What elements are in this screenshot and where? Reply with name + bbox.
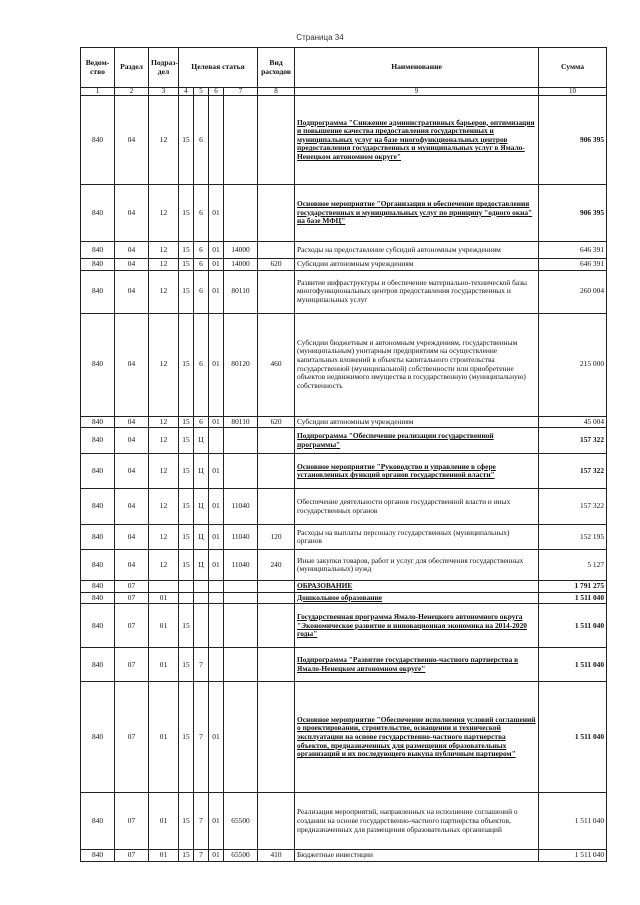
target-direction-cell: 80110 [224, 416, 258, 428]
item-name-cell: ОБРАЗОВАНИЕ [295, 581, 539, 593]
amount-cell: 646 391 [539, 259, 607, 271]
amount-cell: 1 511 040 [539, 850, 607, 862]
item-name-cell: Подпрограмма "Обеспечение реализации государственной программы" [295, 428, 539, 454]
item-name-cell: Субсидии бюджетным и автономным учреждениям, государственным (муниципальным) унитарным предприятиям на осуществление капитальных вложений в объекты капитального строительства государственной (муниципальной) собственности или приобретение объектов недвижимого имущества в государственную (муниципальную) собственность [295, 313, 539, 416]
column-number: 3 [149, 88, 179, 96]
target-subprogram-cell: 7 [194, 793, 209, 850]
target-subprogram-cell: Ц [194, 525, 209, 550]
target-event-cell: 01 [209, 313, 224, 416]
ved-cell: 840 [81, 96, 115, 185]
ved-cell: 840 [81, 604, 115, 648]
amount-cell: 1 511 040 [539, 592, 607, 604]
ved-cell: 840 [81, 550, 115, 581]
item-name-cell: Обеспечение деятельности органов государственной власти и иных государственных органов [295, 489, 539, 525]
column-number: 10 [539, 88, 607, 96]
table-row [81, 259, 607, 271]
item-name-cell: Основное мероприятие "Руководство и управление в сфере установленных функций органов государственной власти" [295, 454, 539, 489]
razdel-cell: 07 [115, 850, 149, 862]
podrazdel-cell: 01 [149, 793, 179, 850]
target-direction-cell [224, 648, 258, 682]
razdel-cell: 04 [115, 185, 149, 242]
expense-type-cell: 620 [258, 416, 295, 428]
razdel-cell: 04 [115, 550, 149, 581]
table-body [81, 96, 607, 862]
column-number: 1 [81, 88, 115, 96]
expense-type-cell [258, 604, 295, 648]
item-name-cell: Реализация мероприятий, направленных на исполнение соглашений о создании на основе государственно-частного партнерства объектов, предназначенных для размещения образовательных организаций [295, 793, 539, 850]
amount-cell: 152 195 [539, 525, 607, 550]
amount-cell: 157 322 [539, 454, 607, 489]
item-name-cell: Субсидии автономным учреждениям [295, 259, 539, 271]
column-number-row [81, 88, 607, 96]
podrazdel-cell: 12 [149, 550, 179, 581]
target-direction-cell: 11040 [224, 550, 258, 581]
table-row [81, 581, 607, 593]
podrazdel-cell: 12 [149, 525, 179, 550]
column-number: 7 [224, 88, 258, 96]
podrazdel-cell: 01 [149, 592, 179, 604]
amount-cell: 1 511 040 [539, 604, 607, 648]
razdel-cell: 04 [115, 242, 149, 259]
table-row [81, 96, 607, 185]
target-event-cell: 01 [209, 185, 224, 242]
header-name: Наименование [295, 48, 539, 88]
target-event-cell [209, 96, 224, 185]
table-row [81, 489, 607, 525]
target-program-cell: 15 [179, 550, 194, 581]
item-name-cell: Расходы на предоставление субсидий автономным учреждениям [295, 242, 539, 259]
razdel-cell: 04 [115, 313, 149, 416]
expense-type-cell: 620 [258, 259, 295, 271]
expense-type-cell: 120 [258, 525, 295, 550]
razdel-cell: 04 [115, 454, 149, 489]
ved-cell: 840 [81, 185, 115, 242]
razdel-cell: 04 [115, 270, 149, 313]
podrazdel-cell [149, 581, 179, 593]
expense-type-cell [258, 682, 295, 793]
razdel-cell: 04 [115, 416, 149, 428]
amount-cell: 157 322 [539, 428, 607, 454]
target-event-cell [209, 581, 224, 593]
target-program-cell: 15 [179, 96, 194, 185]
target-direction-cell: 65500 [224, 850, 258, 862]
column-number: 6 [209, 88, 224, 96]
target-program-cell: 15 [179, 648, 194, 682]
column-number: 2 [115, 88, 149, 96]
amount-cell: 260 004 [539, 270, 607, 313]
ved-cell: 840 [81, 682, 115, 793]
table-row [81, 604, 607, 648]
target-event-cell: 01 [209, 793, 224, 850]
table-row [81, 682, 607, 793]
podrazdel-cell: 01 [149, 682, 179, 793]
target-direction-cell [224, 185, 258, 242]
razdel-cell: 04 [115, 428, 149, 454]
item-name-cell: Государственная программа Ямало-Ненецкого автономного округа "Экономическое развитие и инновационная экономика на 2014-2020 годы" [295, 604, 539, 648]
item-name-cell: Основное мероприятие "Обеспечение исполнения условий соглашений о проектировании, строительстве, оснащении и технической эксплуатации на основе государственно-частного партнерства объектов, предназначенных для размещения образовательных организаций и их последующего выкупа публичным партнером" [295, 682, 539, 793]
item-name-cell: Дошкольное образование [295, 592, 539, 604]
amount-cell: 215 000 [539, 313, 607, 416]
target-subprogram-cell [194, 581, 209, 593]
amount-cell: 646 391 [539, 242, 607, 259]
target-event-cell [209, 648, 224, 682]
ved-cell: 840 [81, 581, 115, 593]
amount-cell: 906 395 [539, 96, 607, 185]
amount-cell: 5 127 [539, 550, 607, 581]
target-subprogram-cell: Ц [194, 454, 209, 489]
table-row [81, 793, 607, 850]
target-direction-cell: 14000 [224, 259, 258, 271]
expense-type-cell [258, 454, 295, 489]
table-row [81, 550, 607, 581]
target-direction-cell: 11040 [224, 525, 258, 550]
target-program-cell: 15 [179, 604, 194, 648]
target-program-cell: 15 [179, 454, 194, 489]
target-program-cell: 15 [179, 416, 194, 428]
target-subprogram-cell: 6 [194, 185, 209, 242]
target-direction-cell: 80110 [224, 270, 258, 313]
ved-cell: 840 [81, 416, 115, 428]
header-podrazdel: Подраз-дел [149, 48, 179, 88]
item-name-cell: Иные закупки товаров, работ и услуг для обеспечения государственных (муниципальных) нужд [295, 550, 539, 581]
razdel-cell: 07 [115, 604, 149, 648]
expense-type-cell [258, 428, 295, 454]
ved-cell: 840 [81, 270, 115, 313]
item-name-cell: Основное мероприятие "Организация и обеспечение предоставления государственных и муниципальных услуг по принципу "одного окна" на базе МФЦ" [295, 185, 539, 242]
target-event-cell: 01 [209, 682, 224, 793]
expense-type-cell: 460 [258, 313, 295, 416]
ved-cell: 840 [81, 850, 115, 862]
ved-cell: 840 [81, 525, 115, 550]
target-subprogram-cell: 6 [194, 270, 209, 313]
expense-type-cell [258, 793, 295, 850]
target-direction-cell [224, 604, 258, 648]
ved-cell: 840 [81, 489, 115, 525]
table-row [81, 428, 607, 454]
target-subprogram-cell [194, 592, 209, 604]
table-row [81, 313, 607, 416]
header-celevaya: Целевая статья [179, 48, 258, 88]
podrazdel-cell: 01 [149, 604, 179, 648]
amount-cell: 1 511 040 [539, 648, 607, 682]
target-direction-cell: 65500 [224, 793, 258, 850]
ved-cell: 840 [81, 592, 115, 604]
item-name-cell: Расходы на выплаты персоналу государственных (муниципальных) органов [295, 525, 539, 550]
page-header: Страница 34 [296, 33, 344, 42]
expense-type-cell [258, 96, 295, 185]
ved-cell: 840 [81, 259, 115, 271]
ved-cell: 840 [81, 242, 115, 259]
item-name-cell: Бюджетные инвестиции [295, 850, 539, 862]
razdel-cell: 04 [115, 259, 149, 271]
expense-type-cell [258, 648, 295, 682]
header-vid: Вид расходов [258, 48, 295, 88]
expense-type-cell [258, 185, 295, 242]
target-direction-cell [224, 682, 258, 793]
podrazdel-cell: 12 [149, 454, 179, 489]
target-direction-cell: 80120 [224, 313, 258, 416]
target-program-cell [179, 592, 194, 604]
table-row [81, 648, 607, 682]
expense-type-cell [258, 489, 295, 525]
target-program-cell: 15 [179, 489, 194, 525]
table-row [81, 270, 607, 313]
razdel-cell: 07 [115, 793, 149, 850]
header-vedomstvo: Ведом-ство [81, 48, 115, 88]
target-event-cell: 01 [209, 270, 224, 313]
target-event-cell: 01 [209, 850, 224, 862]
column-number: 9 [295, 88, 539, 96]
table-row [81, 185, 607, 242]
target-program-cell: 15 [179, 682, 194, 793]
amount-cell: 1 511 040 [539, 682, 607, 793]
razdel-cell: 07 [115, 648, 149, 682]
target-program-cell: 15 [179, 428, 194, 454]
target-event-cell [209, 592, 224, 604]
target-event-cell: 01 [209, 259, 224, 271]
item-name-cell: Развитие инфраструктуры и обеспечение материально-технической базы многофункциональных центров предоставления государственных и муниципальных услуг [295, 270, 539, 313]
razdel-cell: 07 [115, 581, 149, 593]
item-name-cell: Субсидии автономным учреждениям [295, 416, 539, 428]
target-event-cell: 01 [209, 550, 224, 581]
razdel-cell: 04 [115, 489, 149, 525]
expense-type-cell [258, 242, 295, 259]
razdel-cell: 04 [115, 525, 149, 550]
target-subprogram-cell: Ц [194, 550, 209, 581]
expense-type-cell [258, 581, 295, 593]
target-subprogram-cell: Ц [194, 428, 209, 454]
razdel-cell: 07 [115, 682, 149, 793]
header-row [81, 48, 607, 88]
table-row [81, 592, 607, 604]
header-razdel: Раздел [115, 48, 149, 88]
target-subprogram-cell [194, 604, 209, 648]
amount-cell: 45 004 [539, 416, 607, 428]
target-direction-cell: 14000 [224, 242, 258, 259]
ved-cell: 840 [81, 793, 115, 850]
target-event-cell: 01 [209, 454, 224, 489]
target-event-cell [209, 604, 224, 648]
target-direction-cell [224, 428, 258, 454]
target-direction-cell: 11040 [224, 489, 258, 525]
target-program-cell: 15 [179, 525, 194, 550]
ved-cell: 840 [81, 313, 115, 416]
table-row [81, 525, 607, 550]
table-row [81, 416, 607, 428]
target-event-cell: 01 [209, 416, 224, 428]
target-program-cell: 15 [179, 850, 194, 862]
ved-cell: 840 [81, 454, 115, 489]
target-subprogram-cell: 7 [194, 682, 209, 793]
table-row [81, 850, 607, 862]
podrazdel-cell: 12 [149, 313, 179, 416]
target-program-cell: 15 [179, 242, 194, 259]
target-program-cell: 15 [179, 313, 194, 416]
target-direction-cell [224, 96, 258, 185]
razdel-cell: 04 [115, 96, 149, 185]
target-program-cell: 15 [179, 185, 194, 242]
target-event-cell: 01 [209, 489, 224, 525]
podrazdel-cell: 12 [149, 242, 179, 259]
table-row [81, 242, 607, 259]
target-subprogram-cell: 6 [194, 242, 209, 259]
target-program-cell [179, 581, 194, 593]
razdel-cell: 07 [115, 592, 149, 604]
item-name-cell: Подпрограмма "Развитие государственно-частного партнерства в Ямало-Ненецком автономном округе" [295, 648, 539, 682]
target-direction-cell [224, 581, 258, 593]
amount-cell: 1 511 040 [539, 793, 607, 850]
header-sum: Сумма [539, 48, 607, 88]
expense-type-cell [258, 592, 295, 604]
podrazdel-cell: 01 [149, 850, 179, 862]
target-subprogram-cell: 6 [194, 416, 209, 428]
expense-type-cell: 410 [258, 850, 295, 862]
column-number: 8 [258, 88, 295, 96]
amount-cell: 906 395 [539, 185, 607, 242]
column-number: 4 [179, 88, 194, 96]
podrazdel-cell: 12 [149, 489, 179, 525]
target-event-cell: 01 [209, 242, 224, 259]
podrazdel-cell: 12 [149, 259, 179, 271]
podrazdel-cell: 12 [149, 428, 179, 454]
target-subprogram-cell: 6 [194, 96, 209, 185]
amount-cell: 1 791 275 [539, 581, 607, 593]
target-subprogram-cell: Ц [194, 489, 209, 525]
target-program-cell: 15 [179, 793, 194, 850]
budget-table [80, 47, 607, 862]
target-event-cell: 01 [209, 525, 224, 550]
target-subprogram-cell: 6 [194, 313, 209, 416]
ved-cell: 840 [81, 648, 115, 682]
target-subprogram-cell: 7 [194, 850, 209, 862]
podrazdel-cell: 12 [149, 416, 179, 428]
target-event-cell [209, 428, 224, 454]
item-name-cell: Подпрограмма "Снижение административных барьеров, оптимизация и повышение качества предоставления государственных и муниципальных услуг на базе многофункциональных центров предоставления государственных и муниципальных услуг в Ямало-Ненецком автономном округе" [295, 96, 539, 185]
expense-type-cell: 240 [258, 550, 295, 581]
podrazdel-cell: 12 [149, 270, 179, 313]
target-program-cell: 15 [179, 270, 194, 313]
target-subprogram-cell: 7 [194, 648, 209, 682]
expense-type-cell [258, 270, 295, 313]
target-direction-cell [224, 592, 258, 604]
podrazdel-cell: 12 [149, 96, 179, 185]
target-direction-cell [224, 454, 258, 489]
column-number: 5 [194, 88, 209, 96]
podrazdel-cell: 01 [149, 648, 179, 682]
podrazdel-cell: 12 [149, 185, 179, 242]
target-subprogram-cell: 6 [194, 259, 209, 271]
target-program-cell: 15 [179, 259, 194, 271]
ved-cell: 840 [81, 428, 115, 454]
amount-cell: 157 322 [539, 489, 607, 525]
table-row [81, 454, 607, 489]
